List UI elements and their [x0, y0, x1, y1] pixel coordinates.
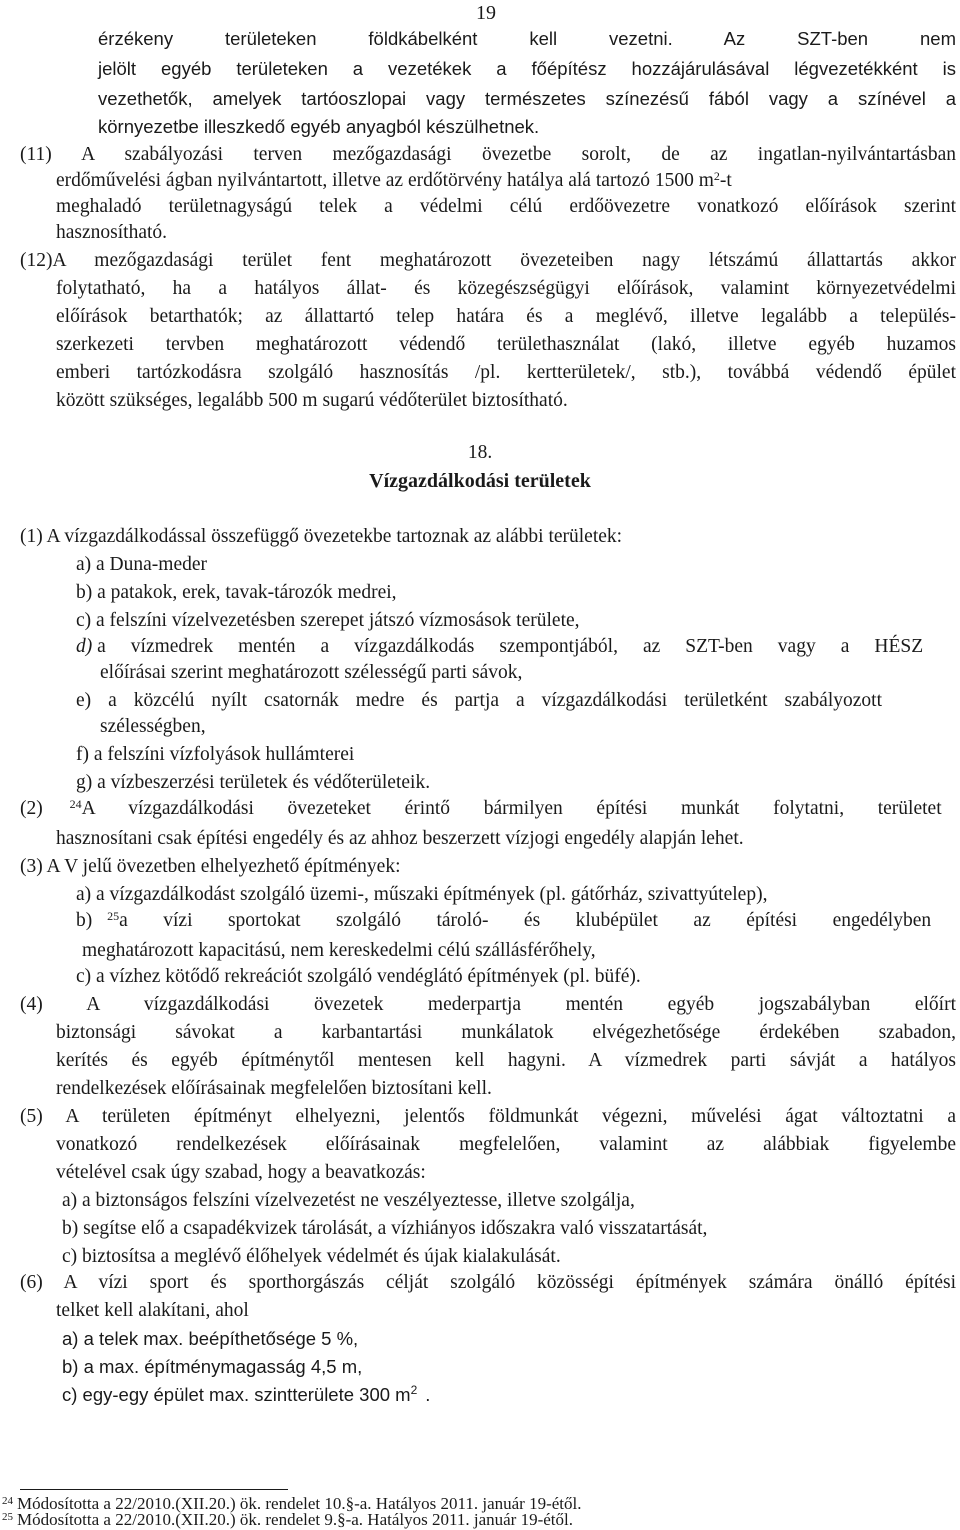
footnote-text: Módosította a 22/2010.(XII.20.) ök. rendelet 9.§-a. Hatályos 2011. január 19-étől.: [17, 1510, 573, 1529]
superscript: 2: [713, 169, 720, 183]
paragraph-6-line: telket kell alakítani, ahol: [56, 1300, 249, 1321]
list-item: c) a vízhez kötődő rekreációt szolgáló vendéglátó építmények (pl. büfé).: [76, 966, 641, 987]
paragraph-4-line: kerítés és egyéb építménytől mentesen kell hagyni. A vízmedrek parti sávját a hatályos: [56, 1050, 956, 1071]
paragraph-2-line: [20, 796, 956, 822]
list-item: [76, 908, 956, 934]
list-marker: b): [76, 910, 93, 931]
text-span: a vízmedrek mentén a vízgazdálkodás szempontjából, az SZT-ben vagy a HÉSZ: [97, 636, 924, 657]
text-span: erdőművelési ágban nyilvántartott, illetve az erdőtörvény hatálya alá tartozó 1500 m: [56, 170, 714, 191]
paragraph-number: (2): [20, 798, 43, 819]
text-span: A vízgazdálkodási övezeteket érintő bármilyen építési munkát folytatni, területet: [81, 798, 942, 819]
text-line: érzékeny területeken földkábelként kell vezetni. Az SZT-ben nem: [98, 28, 956, 49]
superscript: 2: [410, 1383, 418, 1397]
list-item: b) a patakok, erek, tavak-tározók medrei,: [76, 582, 397, 603]
text-line: jelölt egyéb területeken a vezetékek a főépítész hozzájárulásával légvezetékként is: [98, 58, 956, 79]
footnote: [2, 1510, 573, 1530]
text-line: környezetbe illeszkedő egyéb anyagból készülhetnek.: [98, 116, 540, 137]
section-number: 18.: [467, 442, 493, 463]
footnote-separator: [20, 1489, 288, 1490]
paragraph-6-line: (6) A vízi sport és sporthorgászás célját szolgáló közösségi építmények számára önálló építési: [20, 1272, 956, 1293]
list-marker: d): [76, 636, 93, 657]
footnote-number: 25: [2, 1511, 13, 1523]
paragraph-1-line: (1) A vízgazdálkodással összefüggő övezetekbe tartoznak az alábbi területek:: [20, 526, 623, 547]
list-item: c) a felszíni vízelvezetésben szerepet játszó vízmosások területe,: [76, 610, 580, 631]
text-span: .: [425, 1384, 431, 1405]
list-item: b) segítse elő a csapadékvizek tárolását, a vízhiányos időszakra való visszatartását,: [62, 1218, 708, 1239]
paragraph-11-line: [56, 168, 956, 194]
footnote-ref: 24: [69, 797, 82, 811]
paragraph-12-line: előírások betarthatók; az állattartó telep határa és a meglévő, illetve legalább a település-: [56, 306, 956, 327]
paragraph-5-line: vételével csak úgy szabad, hogy a beavatkozás:: [56, 1162, 426, 1183]
paragraph-5-line: (5) A területen építményt elhelyezni, jelentős földmunkát végezni, művelési ágat változtatni a: [20, 1106, 956, 1127]
paragraph-3-line: (3) A V jelű övezetben elhelyezhető építmények:: [20, 856, 401, 877]
list-item: [62, 1382, 430, 1408]
list-item: g) a vízbeszerzési területek és védőterületeik.: [76, 772, 431, 793]
list-item-continuation: előírásai szerint meghatározott szélességű parti sávok,: [100, 662, 523, 683]
paragraph-12-line: emberi tartózkodásra szolgáló hasznosítás /pl. kertterületek/, stb.), továbbá védendő épület: [56, 362, 956, 383]
footnote-number: 24: [2, 1495, 13, 1507]
text-span: -t: [719, 170, 732, 191]
page-number: 19: [476, 2, 496, 24]
paragraph-5-line: vonatkozó rendelkezések előírásainak megfelelően, valamint az alábbiak figyelembe: [56, 1134, 956, 1155]
paragraph-4-line: biztonsági sávokat a karbantartási munkálatok elvégezhetősége érdekében szabadon,: [56, 1022, 956, 1043]
list-item-continuation: szélességben,: [100, 716, 206, 737]
paragraph-11-line: meghaladó területnagyságú telek a védelmi célú erdőövezetre vonatkozó előírások szerint: [56, 196, 956, 217]
list-item: e) a közcélú nyílt csatornák medre és partja a vízgazdálkodási területként szabályozott: [76, 690, 882, 711]
paragraph-2-line: hasznosítani csak építési engedély és az ahhoz beszerzett vízjogi engedély alapján lehet.: [56, 828, 744, 849]
paragraph-11-line: hasznosítható.: [56, 222, 168, 243]
footnote-text: Módosította a 22/2010.(XII.20.) ök. rendelet 10.§-a. Hatályos 2011. január 19-étől.: [17, 1494, 582, 1513]
section-title: Vízgazdálkodási területek: [369, 470, 591, 492]
paragraph-12-line: folytatható, ha a hatályos állat- és közegészségügyi előírások, valamint környezetvédelmi: [56, 278, 956, 299]
text-line: vezethetők, amelyek tartóoszlopai vagy természetes színezésű fából vagy a színével a: [98, 88, 956, 109]
list-item: b) a max. építménymagasság 4,5 m,: [62, 1356, 363, 1377]
text-span: c) egy-egy épület max. szintterülete 300 m: [62, 1384, 411, 1405]
list-item: a) a Duna-meder: [76, 554, 208, 575]
list-item: f) a felszíni vízfolyások hullámterei: [76, 744, 355, 765]
paragraph-4-line: (4) A vízgazdálkodási övezetek mederpartja mentén egyéb jogszabályban előírt: [20, 994, 956, 1015]
list-item: [76, 634, 956, 660]
paragraph-12-line: között szükséges, legalább 500 m sugarú védőterület biztosítható.: [56, 390, 568, 411]
footnote-ref: 25: [107, 909, 120, 923]
list-item: a) a biztonságos felszíni vízelvezetést ne veszélyeztesse, illetve szolgálja,: [62, 1190, 635, 1211]
paragraph-12-line: (12)A mezőgazdasági terület fent meghatározott övezeteiben nagy létszámú állattartás akkor: [20, 250, 956, 271]
text-span: a vízi sportokat szolgáló tároló- és klubépület az építési engedélyben: [119, 910, 932, 931]
paragraph-12-line: szerkezeti tervben meghatározott védendő területhasználat (lakó, illetve egyéb huzamos: [56, 334, 956, 355]
list-item: c) biztosítsa a meglévő élőhelyek védelmét és újak kialakulását.: [62, 1246, 561, 1267]
list-item-continuation: meghatározott kapacitású, nem kereskedelmi célú szállásférőhely,: [82, 940, 596, 961]
paragraph-11-line: (11) A szabályozási terven mezőgazdasági övezetbe sorolt, de az ingatlan-nyilvántartásban: [20, 144, 956, 165]
list-item: a) a vízgazdálkodást szolgáló üzemi-, műszaki építmények (pl. gátőrház, szivattyútelep),: [76, 884, 768, 905]
paragraph-4-line: rendelkezések előírásainak megfelelően biztosítani kell.: [56, 1078, 492, 1099]
list-item: a) a telek max. beépíthetősége 5 %,: [62, 1328, 359, 1349]
